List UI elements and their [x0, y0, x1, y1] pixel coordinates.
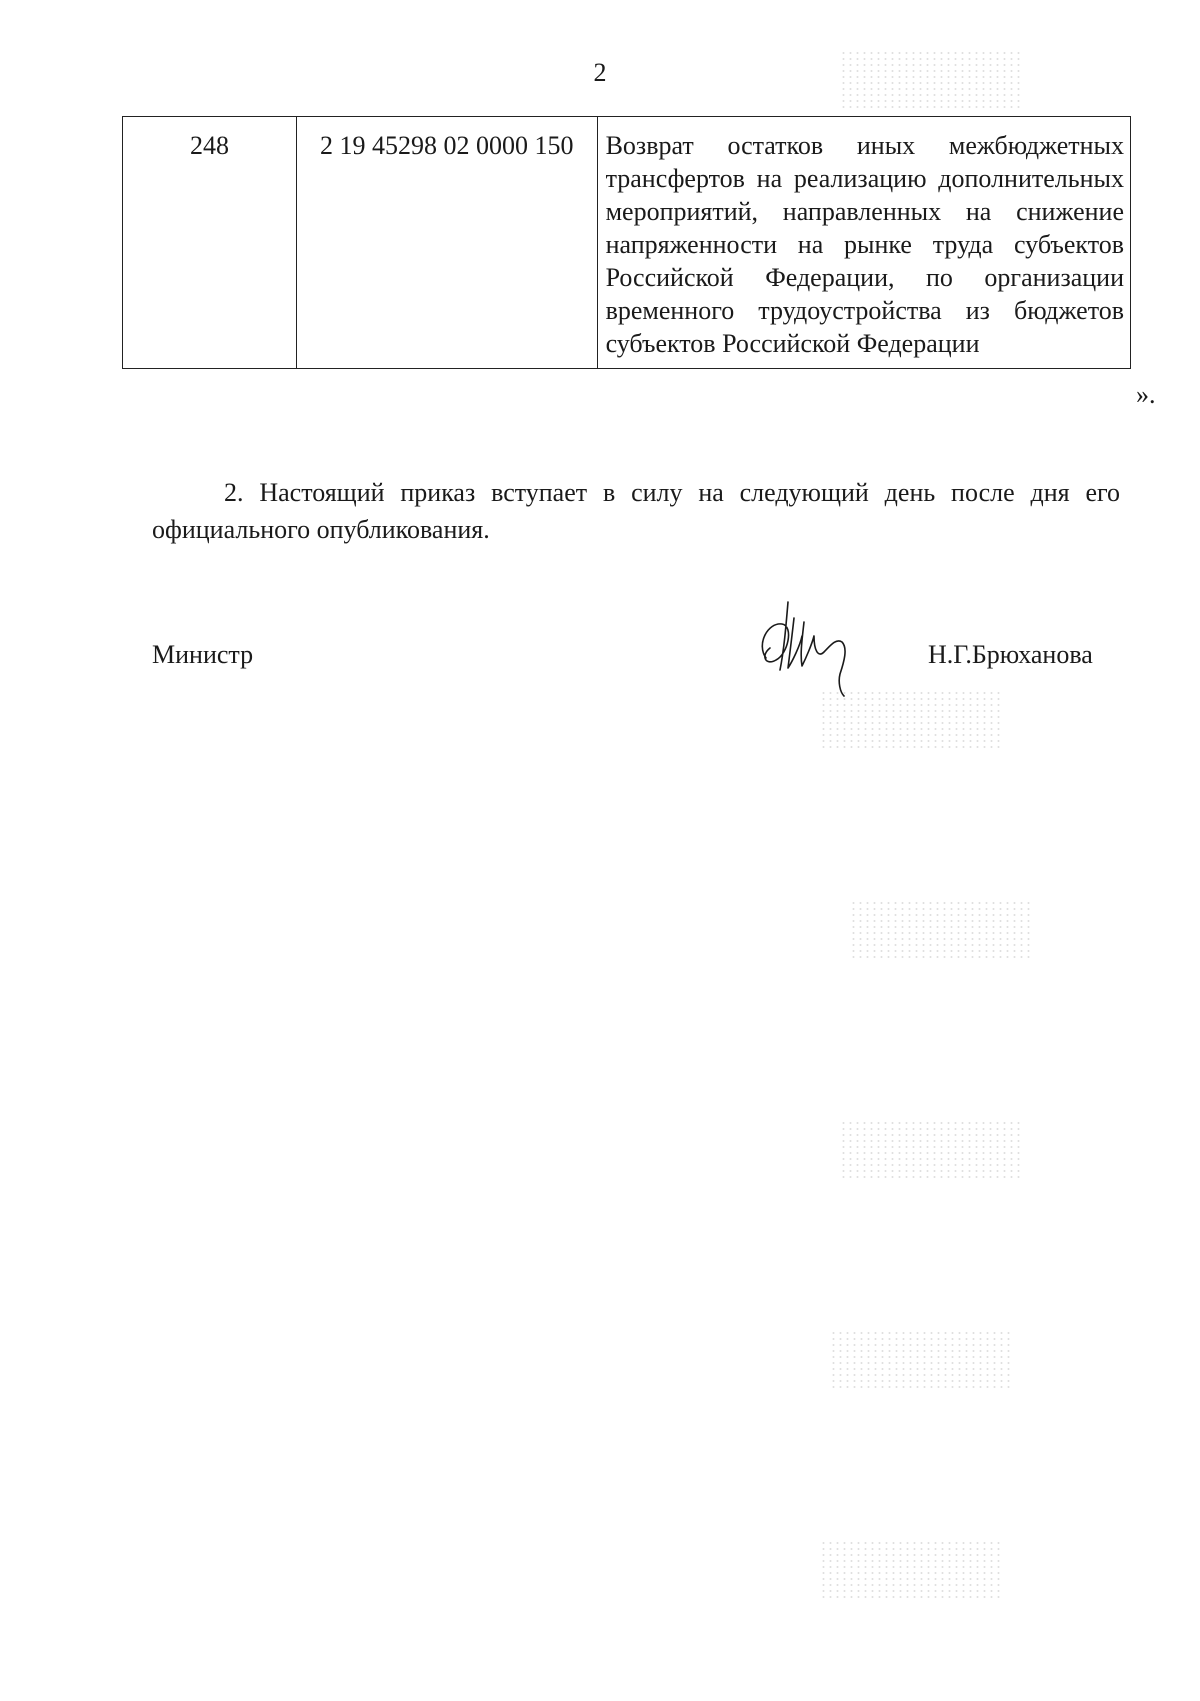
paragraph-effective-date: 2. Настоящий приказ вступает в силу на следующий день после дня его официального опубликования.: [152, 478, 1120, 544]
scan-noise: [850, 900, 1030, 960]
income-name-cell: Возврат остатков иных межбюджетных трансфертов на реализацию дополнительных мероприятий, направленных на снижение напряженности на рынке труда субъектов Российской Федерации, по организации временного трудоустройства из бюджетов субъектов Российской Федерации: [597, 117, 1130, 369]
handwritten-signature: [748, 596, 868, 706]
signer-name: Н.Г.Брюханова: [928, 640, 1093, 669]
budget-classification-table: [122, 116, 1131, 369]
admin-code-cell: 248: [123, 117, 297, 369]
scan-noise: [840, 1120, 1020, 1180]
table-row: [123, 117, 1131, 369]
closing-quote: ».: [1136, 380, 1156, 409]
scan-noise: [830, 1330, 1010, 1390]
scan-noise: [820, 1540, 1000, 1600]
scan-noise: [840, 50, 1020, 110]
page-number: 2: [593, 58, 607, 87]
kbk-code-cell: 2 19 45298 02 0000 150: [296, 117, 597, 369]
signer-title: Министр: [152, 640, 254, 669]
